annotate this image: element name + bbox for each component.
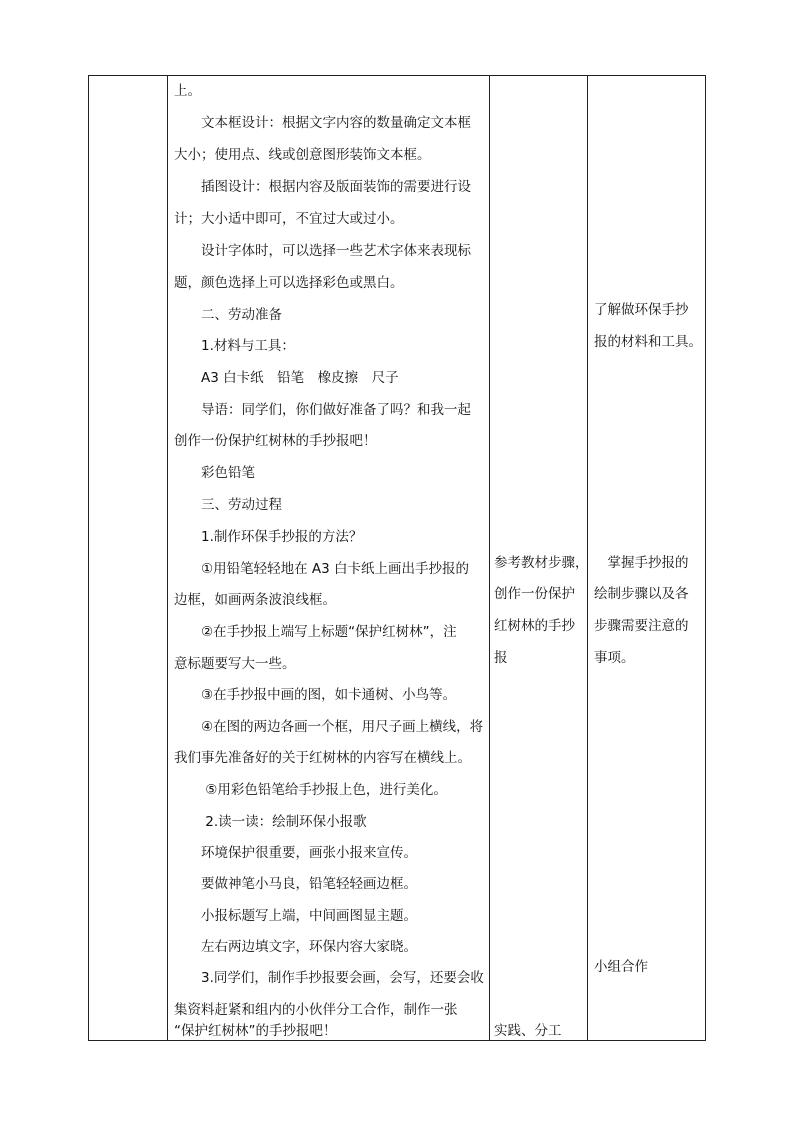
text-line: 了解做环保手抄 [594,302,689,318]
text-line: 上。 [174,83,201,99]
text-line: ③在手抄报中画的图，如卡通树、小鸟等。 [174,687,457,703]
teaching-process-column [168,76,489,1040]
text-line: 集资料赶紧和组内的小伙伴分工合作，制作一张 [174,1002,458,1018]
text-line: ①用铅笔轻轻地在 A3 白卡纸上画出手抄报的 [174,561,470,577]
text-line: A3 白卡纸 铅笔 橡皮擦 尺子 [174,370,399,386]
text-line: 要做神笔小马良，铅笔轻轻画边框。 [174,876,417,892]
section-heading: 二、劳动准备 [174,307,282,323]
text-line: 大小；使用点、线或创意图形装饰文本框。 [174,147,431,163]
text-line: 插图设计：根据内容及版面装饰的需要进行设 [174,179,471,195]
text-line: 绘制步骤以及各 [594,586,689,602]
text-line: 实践、分工 [494,1023,562,1039]
text-line: 小报标题写上端，中间画图显主题。 [174,908,417,924]
text-line: ④在图的两边各画一个框，用尺子画上横线，将 [174,719,484,735]
text-line: 1.制作环保手抄报的方法？ [174,529,363,545]
text-line: 1.材料与工具： [174,338,295,354]
text-line: 创作一份保护红树林的手抄报吧！ [174,433,377,449]
text-line: 意标题要写大一些。 [174,656,296,672]
text-line: 小组合作 [594,959,648,975]
text-line: 2.读一读：绘制环保小报歌 [174,814,367,830]
text-line: 文本框设计：根据文字内容的数量确定文本框 [174,115,471,131]
text-line: 边框，如画两条波浪线框。 [174,592,336,608]
design-intent-column [588,76,707,1040]
text-line: 创作一份保护 [494,586,575,602]
section-heading: 三、劳动过程 [174,497,282,513]
text-line: 左右两边填文字，环保内容大家晓。 [174,939,417,955]
text-line: 彩色铅笔 [174,465,255,481]
text-line: 我们事先准备好的关于红树林的内容写在横线上。 [174,750,471,766]
text-line: 步骤需要注意的 [594,618,689,634]
lesson-table [88,75,706,1041]
text-line: 环境保护很重要，画张小报来宣传。 [174,845,417,861]
text-line: ⑤用彩色铅笔给手抄报上色，进行美化。 [174,782,447,798]
student-activity-column [490,76,587,1040]
text-line: 3.同学们，制作手抄报要会画，会写，还要会收 [174,970,484,986]
text-line: 题，颜色选择上可以选择彩色或黑白。 [174,275,404,291]
text-line: 参考教材步骤， [494,555,589,571]
text-line: 计；大小适中即可，不宜过大或过小。 [174,211,404,227]
text-line: 设计字体时，可以选择一些艺术字体来表现标 [174,243,471,259]
text-line: 报的材料和工具。 [594,334,702,350]
text-line: 掌握手抄报的 [594,555,689,571]
text-line: 事项。 [594,650,635,666]
text-line: 红树林的手抄 [494,618,575,634]
text-line: ②在手抄报上端写上标题“保护红树林”，注 [174,624,457,640]
text-line: 报 [494,650,508,666]
text-line: “保护红树林”的手抄报吧！ [174,1023,337,1039]
text-line: 导语：同学们，你们做好准备了吗？和我一起 [174,402,471,418]
